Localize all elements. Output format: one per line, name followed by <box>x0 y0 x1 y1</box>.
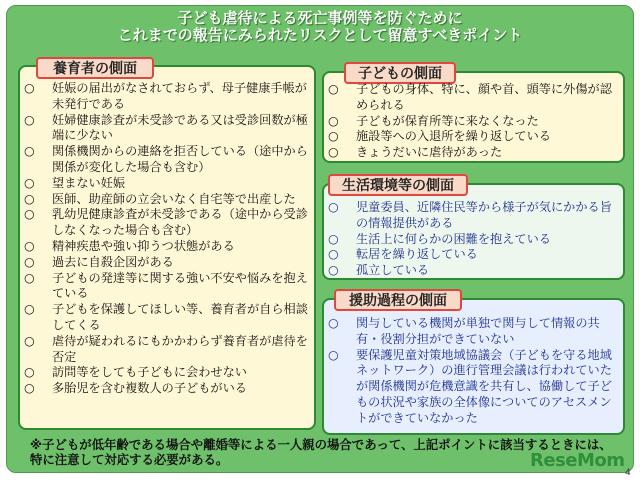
list-item: ○ 精神疾患や強い抑うつ状態がある <box>24 238 235 253</box>
list-item: ○ 乳幼児健康診査が未受診である（途中から受診しなくなった場合も含む） <box>24 207 308 238</box>
child-list <box>326 82 622 161</box>
list-item: ○ 児童委員、近隣住民等から様子が気にかかる旨の情報提供がある <box>328 200 612 230</box>
bullet-icon: ○ <box>24 238 35 253</box>
bullet-icon: ○ <box>24 207 35 222</box>
bullet-icon: ○ <box>328 231 339 246</box>
bullet-icon: ○ <box>328 316 339 330</box>
bullet-icon: ○ <box>24 254 35 269</box>
bullet-icon: ○ <box>328 263 339 278</box>
bullet-icon: ○ <box>24 81 35 95</box>
list-item: ○ 望まない妊娠 <box>24 175 126 190</box>
bullet-icon: ○ <box>328 129 339 144</box>
list-item: ○ 妊娠の届出がなされておらず、母子健康手帳が未発行である <box>24 81 307 111</box>
list-item: ○ 医師、助産師の立会いなく自宅等で出産した <box>24 191 296 206</box>
caregiver-heading: 養育者の側面 <box>36 57 154 79</box>
page-number: 4 <box>625 468 631 478</box>
resemom-logo: ReseMom <box>530 450 625 471</box>
title-line-1: 子ども虐待による死亡事例等を防ぐために <box>177 9 463 27</box>
list-item: ○ 子どもの発達等に関する強い不安や悩みを抱えている <box>24 270 308 301</box>
list-item: ○ 子どもが保育所等に来なくなった <box>328 113 539 128</box>
bullet-icon: ○ <box>24 144 35 159</box>
support-list <box>326 316 622 427</box>
bullet-icon: ○ <box>24 112 35 127</box>
bullet-icon: ○ <box>328 247 339 262</box>
list-item: ○ 子どもの身体、特に、顔や首、頭等に外傷が認められる <box>328 82 612 112</box>
list-item: ○ 虐待が疑われるにもかかわらず養育者が虐待を否定 <box>24 333 308 364</box>
list-item: ○ 施設等への入退所を繰り返している <box>328 129 551 144</box>
caregiver-list <box>22 81 312 397</box>
list-item: ○ 妊婦健康診査が未受診である又は受診回数が極端に少ない <box>24 112 308 143</box>
bullet-icon: ○ <box>24 381 35 396</box>
bullet-icon: ○ <box>328 200 339 214</box>
bullet-icon: ○ <box>24 175 35 190</box>
support-heading: 援助過程の側面 <box>334 289 462 311</box>
bullet-icon: ○ <box>328 113 339 128</box>
bullet-icon: ○ <box>24 333 35 348</box>
list-item: ○ 孤立している <box>328 263 430 278</box>
list-item: ○ 訪問等をしても子どもに会わせない <box>24 365 247 380</box>
bullet-icon: ○ <box>24 191 35 206</box>
child-heading: 子どもの側面 <box>344 62 456 84</box>
bullet-icon: ○ <box>24 302 35 317</box>
bullet-icon: ○ <box>328 347 339 362</box>
title-line-2: これまでの報告にみられたリスクとして留意すべきポイント <box>117 26 523 44</box>
list-item: ○ 子どもを保護してほしい等、養育者が自ら相談してくる <box>24 302 308 332</box>
list-item: ○ 過去に自殺企図がある <box>24 254 174 269</box>
list-item: ○ 生活上に何らかの困難を抱えている <box>328 231 551 246</box>
list-item: ○ 関係機関からの連絡を拒否している（途中から関係が変化した場合も含む） <box>24 144 308 174</box>
list-item: ○ 関与している機関が単独で関与して情報の共有・役割分担ができていない <box>328 316 600 346</box>
page-title <box>0 10 640 44</box>
bullet-icon: ○ <box>328 82 339 96</box>
list-item: ○ 要保護児童対策地域協議会（子どもを守る地域ネットワーク）の進行管理会議は行われていたが関係機関が危機意識を共有し、協働して子どもの状況や家族の全体像についてのアセスメントができていなかった <box>328 347 612 425</box>
list-item: ○ 多胎児を含む複数人の子どもがいる <box>24 381 247 396</box>
list-item: ○ きょうだいに虐待があった <box>328 145 503 160</box>
footnote: ※子どもが低年齢である場合や離婚等による一人親の場合であって、上記ポイントに該当するときには、特に注意して対応する必要がある。 <box>30 437 612 467</box>
bullet-icon: ○ <box>328 145 339 160</box>
bullet-icon: ○ <box>24 365 35 380</box>
bullet-icon: ○ <box>24 270 35 285</box>
environment-heading: 生活環境等の側面 <box>328 174 468 196</box>
environment-list <box>326 200 622 279</box>
list-item: ○ 転居を繰り返している <box>328 247 478 262</box>
